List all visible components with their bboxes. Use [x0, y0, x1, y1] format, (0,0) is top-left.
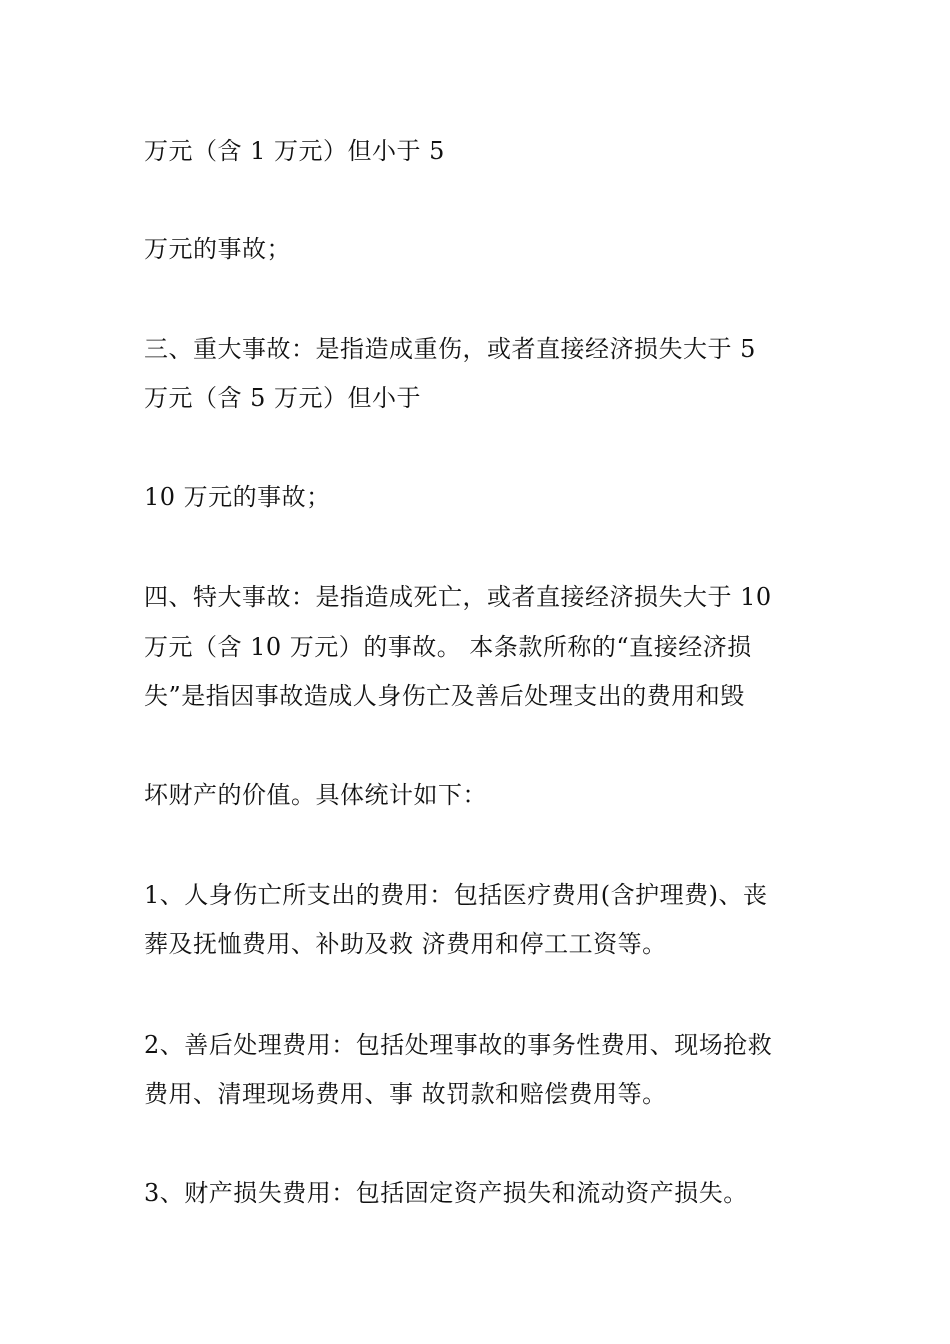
text-line: 葬及抚恤费用、补助及救 济费用和停工工资等。 — [144, 930, 667, 958]
text-line: 坏财产的价值。具体统计如下： — [144, 781, 487, 809]
text-line: 1、人身伤亡所支出的费用：包括医疗费用(含护理费)、丧 — [144, 881, 768, 909]
text-line: 2、善后处理费用：包括处理事故的事务性费用、现场抢救 — [144, 1031, 773, 1059]
text-line: 费用、清理现场费用、事 故罚款和赔偿费用等。 — [144, 1080, 667, 1108]
text-line: 万元的事故； — [144, 235, 291, 263]
text-line: 3、财产损失费用：包括固定资产损失和流动资产损失。 — [144, 1179, 748, 1207]
text-line: 万元（含 1 万元）但小于 5 — [144, 137, 445, 165]
text-line: 万元（含 10 万元）的事故。 本条款所称的“直接经济损 — [144, 633, 752, 661]
text-line: 三、重大事故：是指造成重伤，或者直接经济损失大于 5 — [144, 335, 756, 363]
text-line: 四、特大事故：是指造成死亡，或者直接经济损失大于 10 — [144, 583, 772, 611]
text-line: 10 万元的事故； — [144, 483, 331, 511]
text-line: 万元（含 5 万元）但小于 — [144, 384, 422, 412]
text-line: 失”是指因事故造成人身伤亡及善后处理支出的费用和毁 — [144, 682, 745, 710]
